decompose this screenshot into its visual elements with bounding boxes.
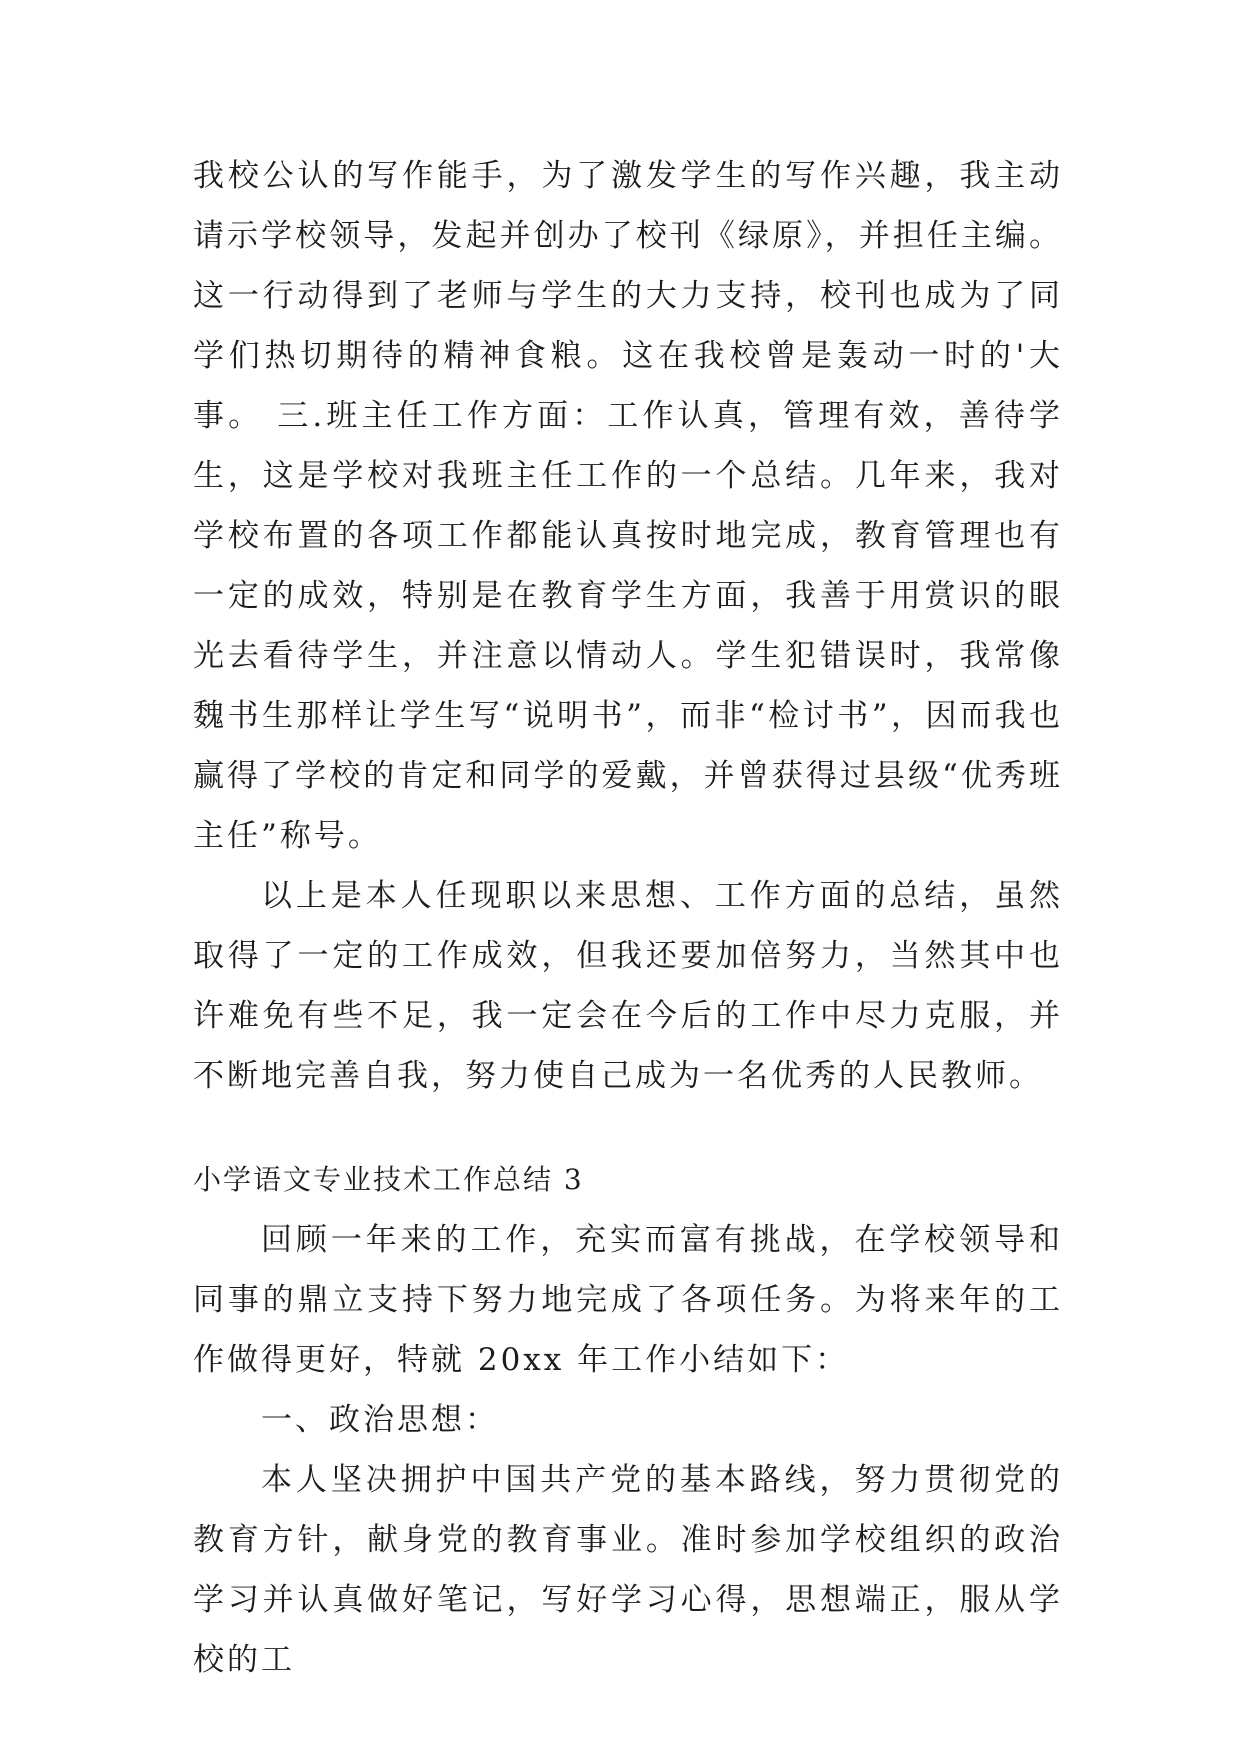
subsection-heading: 一、政治思想：: [261, 1402, 499, 1438]
paragraph: 我校公认的写作能手，为了激发学生的写作兴趣，我主动请示学校领导，发起并创办了校刊《绿原》，并担任主编。这一行动得到了老师与学生的大力支持，校刊也成为了同学们热切期待的精神食粮。这在我校曾是轰动一时的'大事。 三.班主任工作方面：工作认真，管理有效，善待学生，这是学校对我班主任工作的一个总结。几年来，我对学校布置的各项工作都能认真按时地完成，教育管理也有一定的成效，特别是在教育学生方面，我善于用赏识的眼光去看待学生，并注意以情动人。学生犯错误时，我常像魏书生那样让学生写“说明书”，而非“检讨书”，因而我也赢得了学校的肯定和同学的爱戴，并曾获得过县级“优秀班主任”称号。: [193, 158, 1063, 854]
paragraph: 本人坚决拥护中国共产党的基本路线，努力贯彻党的教育方针，献身党的教育事业。准时参加学校组织的政治学习并认真做好笔记，写好学习心得，思想端正，服从学校的工: [193, 1462, 1063, 1678]
paragraph: 以上是本人任现职以来思想、工作方面的总结，虽然取得了一定的工作成效，但我还要加倍努力，当然其中也许难免有些不足，我一定会在今后的工作中尽力克服，并不断地完善自我，努力使自己成为一名优秀的人民教师。: [193, 878, 1063, 1094]
document-body: [193, 146, 1063, 1690]
paragraph: 回顾一年来的工作，充实而富有挑战，在学校领导和同事的鼎立支持下努力地完成了各项任务。为将来年的工作做得更好，特就 20xx 年工作小结如下：: [193, 1222, 1063, 1378]
section-heading: 小学语文专业技术工作总结 3: [193, 1163, 584, 1196]
